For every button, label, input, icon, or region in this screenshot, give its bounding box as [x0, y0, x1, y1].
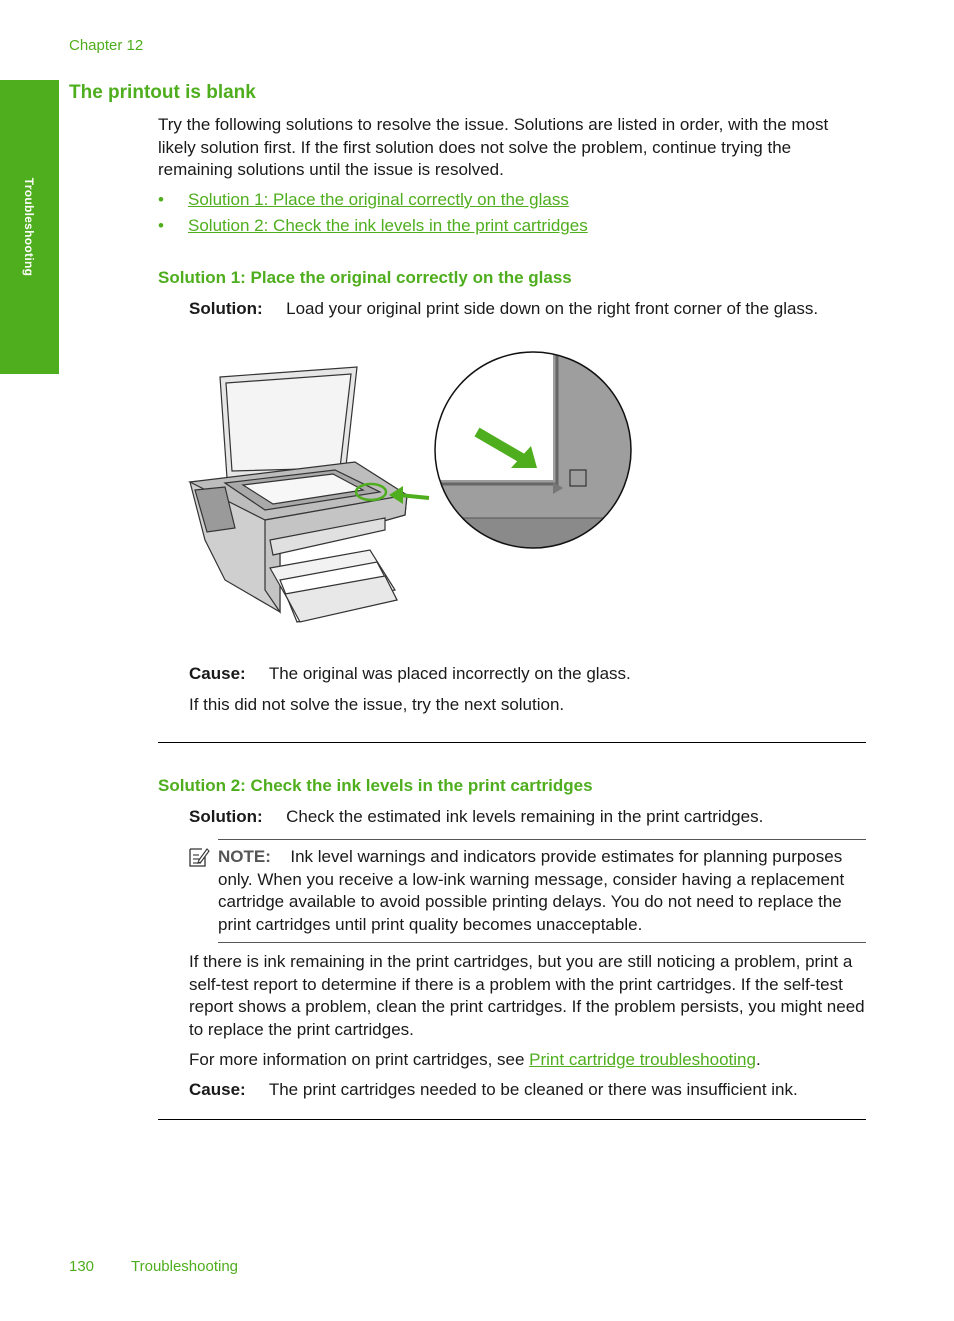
chapter-label: Chapter 12: [69, 37, 144, 54]
note-icon: [188, 846, 210, 868]
note-bottom-rule: [218, 942, 866, 943]
page-number: 130: [69, 1258, 95, 1275]
solution-2-text: Check the estimated ink levels remaining in the print cartridges.: [286, 807, 764, 826]
solution-2-heading: Solution 2: Check the ink levels in the print cartridges: [158, 776, 593, 795]
intro-paragraph: Try the following solutions to resolve the issue. Solutions are listed in order, with the most likely solution first. If the first solution does not solve the problem, continue trying the remaining solutions until the issue is resolved.: [158, 115, 829, 179]
glass-corner-zoom-icon: [435, 350, 635, 558]
printer-illustration: [185, 350, 635, 632]
solution-label: Solution:: [189, 299, 263, 318]
solution-label: Solution:: [189, 807, 263, 826]
solution-2-text-row: [189, 806, 869, 829]
link-print-cartridge-troubleshooting[interactable]: Print cartridge troubleshooting: [529, 1050, 756, 1069]
more-info-row: [189, 1049, 869, 1072]
cause-label: Cause:: [189, 1080, 246, 1099]
footer-section: Troubleshooting: [131, 1258, 239, 1275]
bullet-icon: •: [158, 216, 164, 235]
note-label: NOTE:: [218, 847, 271, 866]
list-item: [158, 190, 858, 212]
note-top-rule: [218, 839, 866, 840]
cause-2-text: The print cartridges needed to be cleaned or there was insufficient ink.: [268, 1080, 798, 1099]
side-tab: [0, 80, 59, 374]
cause-1-row: [189, 663, 869, 686]
note-text: Ink level warnings and indicators provide estimates for planning purposes only. When you receive a low-ink warning message, consider having a replacement cartridge available to avoid possible printing delays. You do not need to replace the print cartridges until print quality becomes unacceptable.: [218, 847, 845, 934]
divider: [158, 742, 866, 743]
cause-2-row: [189, 1079, 869, 1102]
divider: [158, 1119, 866, 1120]
side-tab-label: Troubleshooting: [22, 177, 36, 277]
self-test-paragraph: If there is ink remaining in the print cartridges, but you are still noticing a problem, print a self-test report to determine if there is a problem with the print cartridges. If the self-test report shows a problem, clean the print cartridges. If the problem persists, you might need to replace the print cartridges.: [189, 952, 865, 1039]
list-item: [158, 216, 858, 238]
note-block: [218, 846, 870, 936]
link-solution-1[interactable]: Solution 1: Place the original correctly on the glass: [188, 190, 569, 209]
page-title: The printout is blank: [69, 82, 256, 103]
bullet-icon: •: [158, 190, 164, 209]
cause-1-text: The original was placed incorrectly on the glass.: [268, 664, 631, 683]
solution-1-text-row: [189, 298, 869, 321]
more-info-prefix: For more information on print cartridges, see: [189, 1050, 530, 1069]
solution-1-heading: Solution 1: Place the original correctly on the glass: [158, 268, 572, 287]
next-solution-text: If this did not solve the issue, try the next solution.: [189, 695, 565, 714]
printer-scanner-icon: [190, 367, 407, 622]
link-solution-2[interactable]: Solution 2: Check the ink levels in the print cartridges: [188, 216, 588, 235]
cause-label: Cause:: [189, 664, 246, 683]
more-info-suffix: .: [755, 1050, 761, 1069]
solution-1-text: Load your original print side down on the right front corner of the glass.: [286, 299, 819, 318]
